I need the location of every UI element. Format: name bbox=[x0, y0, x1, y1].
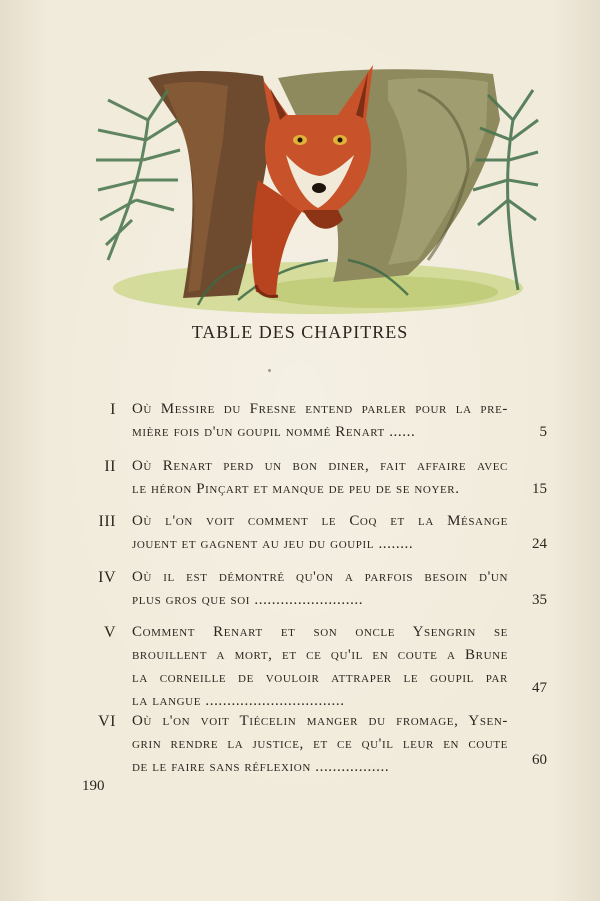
chapter-title-line: Où l'on voit Tiécelin manger du fromage, Ysen- bbox=[132, 713, 508, 729]
chapter-title-line: la corneille de vouloir attraper le goupil par bbox=[132, 670, 508, 686]
chapter-page-number: 35 bbox=[532, 592, 547, 608]
chapter-numeral: I bbox=[110, 401, 116, 418]
chapter-title-line: grin rendre la justice, et ce qu'il leur en coute bbox=[132, 736, 508, 752]
chapter-numeral: II bbox=[104, 458, 116, 475]
chapter-page-number: 24 bbox=[532, 536, 547, 552]
chapter-title bbox=[132, 455, 508, 501]
chapter-title-line: Où Renart perd un bon diner, fait affaire avec bbox=[132, 458, 508, 474]
chapter-title-line: plus gros que soi ......................... bbox=[132, 592, 364, 608]
chapter-title-line: Où Messire du Fresne entend parler pour la pre- bbox=[132, 401, 508, 417]
chapter-title-line: mière fois d'un goupil nommé Renart ...... bbox=[132, 424, 416, 440]
chapter-numeral: VI bbox=[98, 713, 116, 730]
chapter-title-line: Où il est démontré qu'on a parfois besoin d'un bbox=[132, 569, 508, 585]
chapter-page-number: 60 bbox=[532, 752, 547, 768]
chapter-title bbox=[132, 566, 508, 612]
chapter-title bbox=[132, 621, 508, 713]
chapter-page-number: 15 bbox=[532, 481, 547, 497]
chapter-numeral: V bbox=[103, 624, 116, 641]
chapter-numeral: III bbox=[98, 513, 116, 530]
chapter-title-line: brouillent a mort, et ce qu'il en coute a Brune bbox=[132, 647, 508, 663]
chapter-title-line: jouent et gagnent au jeu du goupil ........ bbox=[132, 536, 414, 552]
page-title: TABLE DES CHAPITRES bbox=[191, 322, 409, 342]
chapter-title-line: de le faire sans réflexion ................. bbox=[132, 759, 390, 775]
chapter-title bbox=[132, 710, 508, 779]
chapter-page-number: 47 bbox=[532, 680, 547, 696]
fox-illustration bbox=[88, 60, 540, 314]
chapter-page-number: 5 bbox=[539, 424, 547, 440]
chapter-title-line: Où l'on voit comment le Coq et la Mésange bbox=[132, 513, 508, 529]
folio-page-number: 190 bbox=[82, 778, 105, 794]
chapter-numeral: IV bbox=[98, 569, 116, 586]
chapter-title-line: Comment Renart et son oncle Ysengrin se bbox=[132, 624, 508, 640]
chapter-title-line: la langue ................................ bbox=[132, 693, 345, 709]
chapter-title-line: le héron Pinçart et manque de peu de se noyer. bbox=[132, 481, 460, 497]
print-speck bbox=[268, 369, 271, 372]
chapter-title bbox=[132, 398, 508, 444]
chapter-title bbox=[132, 510, 508, 556]
